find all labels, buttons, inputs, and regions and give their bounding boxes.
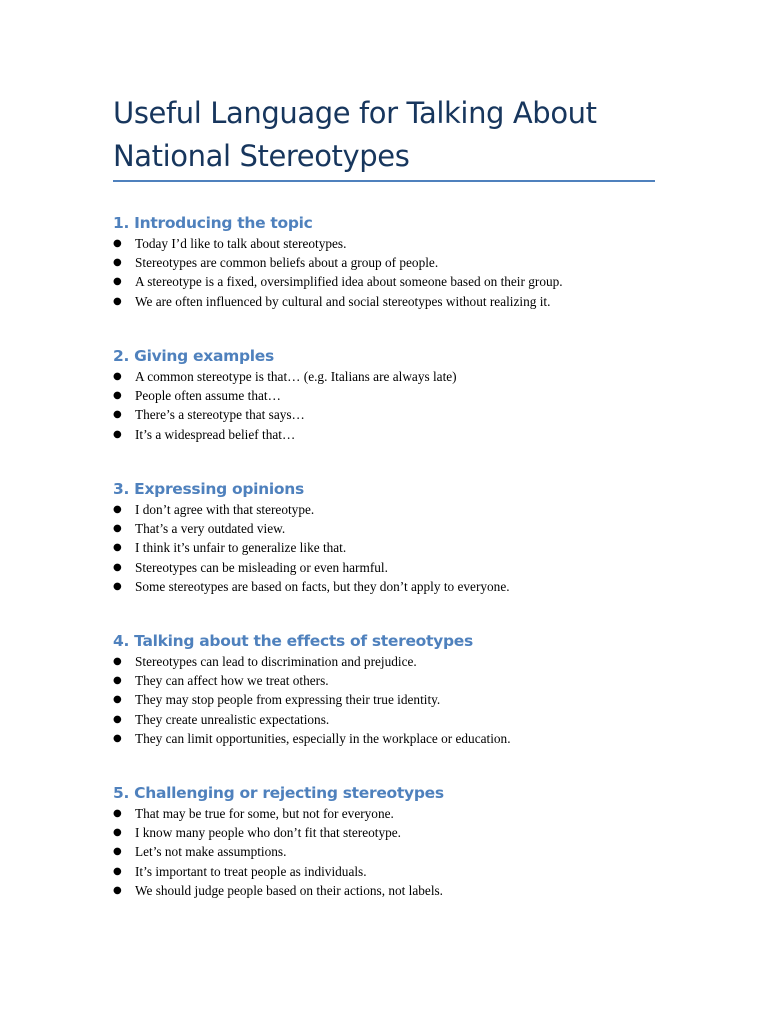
bullet-icon: ● [113,694,122,706]
list-item: ● Today I’d like to talk about stereotypes. [113,234,693,253]
bullet-list [113,804,693,900]
bullet-icon: ● [113,523,122,535]
bullet-icon: ● [113,409,122,421]
section-giving-examples [113,345,693,444]
bullet-icon: ● [113,808,122,819]
section-heading: 4. Talking about the effects of stereotypes [113,632,473,650]
section-introducing-topic [113,212,693,311]
list-item: ● They can limit opportunities, especially in the workplace or education. [113,729,693,748]
section-heading: 2. Giving examples [113,347,274,365]
list-item: ● I think it’s unfair to generalize like that. [113,538,693,557]
list-item: ● Stereotypes can lead to discrimination and prejudice. [113,652,693,671]
bullet-icon: ● [113,542,122,554]
section-challenging-stereotypes [113,782,693,900]
bullet-icon: ● [113,865,122,877]
list-item: ● We should judge people based on their actions, not labels. [113,881,693,900]
list-item: ● Stereotypes can be misleading or even harmful. [113,558,693,577]
title-underline [113,180,655,182]
list-item: ● It’s important to treat people as individuals. [113,862,693,881]
bullet-icon: ● [113,504,122,515]
list-item: ● They create unrealistic expectations. [113,710,693,729]
bullet-list [113,652,693,748]
list-item: ● That’s a very outdated view. [113,519,693,538]
list-item: ● It’s a widespread belief that… [113,425,693,444]
list-item: ● A stereotype is a fixed, oversimplified idea about someone based on their group. [113,272,693,291]
bullet-icon: ● [113,580,122,592]
section-heading: 5. Challenging or rejecting stereotypes [113,784,444,802]
list-item: ● They may stop people from expressing their true identity. [113,690,693,709]
list-item: ● People often assume that… [113,386,693,405]
list-item: ● Stereotypes are common beliefs about a group of people. [113,253,693,272]
list-item: ● Let’s not make assumptions. [113,842,693,861]
list-item: ● They can affect how we treat others. [113,671,693,690]
bullet-icon: ● [113,561,122,573]
bullet-icon: ● [113,732,122,744]
list-item: ● We are often influenced by cultural and social stereotypes without realizing it. [113,292,693,311]
bullet-list [113,234,693,311]
bullet-icon: ● [113,846,122,858]
document-title: Useful Language for Talking About National Stereotypes [113,96,597,173]
bullet-icon: ● [113,371,122,382]
bullet-icon: ● [113,428,122,440]
section-expressing-opinions [113,478,693,596]
bullet-icon: ● [113,390,122,402]
list-item: ● Some stereotypes are based on facts, but they don’t apply to everyone. [113,577,693,596]
bullet-icon: ● [113,238,122,249]
bullet-icon: ● [113,295,122,307]
section-heading: 3. Expressing opinions [113,480,304,498]
bullet-icon: ● [113,656,122,667]
list-item: ● That may be true for some, but not for everyone. [113,804,693,823]
bullet-icon: ● [113,276,122,288]
bullet-list [113,367,693,444]
bullet-icon: ● [113,257,122,269]
list-item: ● A common stereotype is that… (e.g. Italians are always late) [113,367,693,386]
list-item: ● I know many people who don’t fit that stereotype. [113,823,693,842]
section-heading: 1. Introducing the topic [113,214,313,232]
list-item: ● I don’t agree with that stereotype. [113,500,693,519]
bullet-icon: ● [113,713,122,725]
section-effects-of-stereotypes [113,630,693,748]
bullet-icon: ● [113,675,122,687]
bullet-list [113,500,693,596]
list-item: ● There’s a stereotype that says… [113,405,693,424]
bullet-icon: ● [113,884,122,896]
bullet-icon: ● [113,827,122,839]
